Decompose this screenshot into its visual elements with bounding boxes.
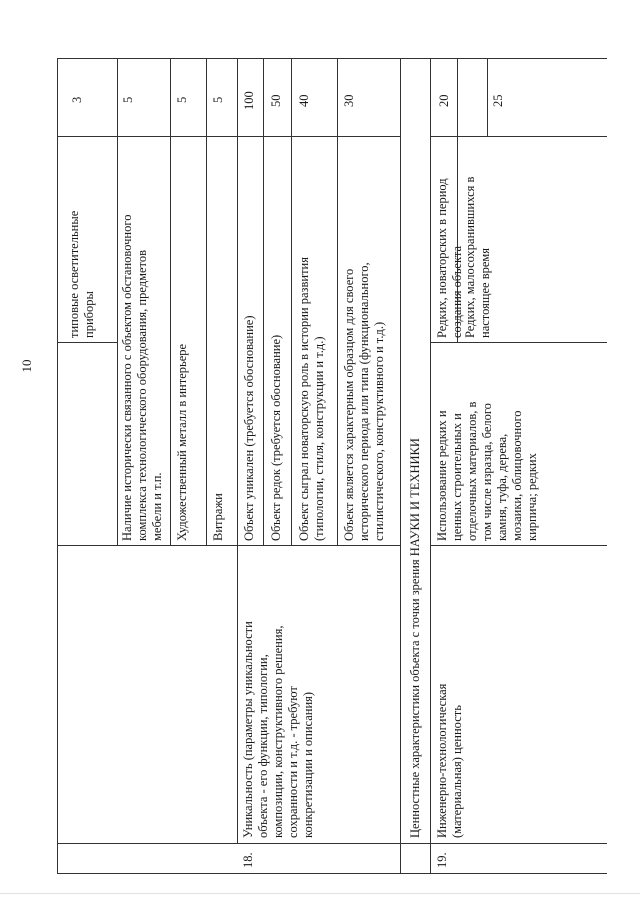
row18-item-score: 30 (342, 94, 356, 107)
row-line-4 (237, 59, 238, 844)
row18-item-text: Объект редок (требуется обоснование) (269, 334, 283, 541)
row19-item-score: 25 (491, 94, 505, 107)
row18-item-text: Объект уникален (требуется обоснование) (242, 315, 256, 541)
row19-name: Инженерно-технологическая (материальная) ценность (435, 683, 464, 838)
row-line-top (57, 59, 58, 874)
section-heading: Ценностные характеристики объекта с точки зрения НАУКИ И ТЕХНИКИ (408, 438, 422, 838)
stained-glass-score: 5 (211, 96, 225, 103)
row-line-9 (430, 59, 431, 874)
row19-item-score: 20 (437, 94, 451, 107)
row18-name: Уникальность (параметры уникальности объекта - его функции, типологии, композиции, конструктивного решения, сохранности и т.д. - требуют конкретизации и описания) (241, 621, 315, 838)
row-line-8 (400, 59, 401, 874)
row-line-1 (117, 59, 118, 546)
row19-number: 19. (435, 852, 449, 868)
scan-edge-line (0, 893, 640, 894)
row-line-3 (206, 59, 207, 546)
lighting-cell: типовые осветительные приборы (67, 210, 96, 338)
furniture-cell: Наличие исторически связанного с объектом обстановочного комплекса технологического оборудования, предметов мебели и т.п. (120, 214, 164, 541)
col-divider-score (57, 136, 400, 137)
row18-number: 18. (241, 852, 255, 868)
row-line-2 (170, 59, 171, 546)
row19-item-text: Редких, малосохранившихся в настоящее время (463, 176, 492, 338)
row19-subcategory: Использование редких и ценных строительных и отделочных материалов, в том числе изразца, белого камня, туфа, дерева, мозаики, облицовочного кирпича; редких (435, 401, 539, 541)
table-right-border (57, 58, 607, 59)
row18-item-score: 50 (269, 94, 283, 107)
page-number: 10 (19, 359, 34, 373)
row18-item-score: 100 (242, 91, 256, 110)
col-divider-num (57, 843, 607, 844)
metal-score: 5 (175, 96, 189, 103)
table-left-border (57, 873, 607, 874)
row-line-6 (291, 59, 292, 546)
row18-item-score: 40 (297, 94, 311, 107)
rotated-table (57, 54, 617, 874)
row18-item-text: Объект является характерным образцом для своего исторического периода или типа (функционального, стилистического, конструктивного и т.д.) (342, 262, 386, 541)
col-divider-name (57, 545, 400, 546)
stained-glass-cell: Витражи (211, 493, 225, 541)
row19-item-text: Редких, новаторских в период создания объекта (435, 178, 464, 338)
row18-item-text: Объект сыграл новаторскую роль в истории развития (типологии, стиля, конструкции и т.д.) (297, 257, 326, 541)
furniture-score: 5 (121, 96, 135, 103)
row-line-7 (337, 59, 338, 546)
row-line-5 (263, 59, 264, 546)
col-divider-sub-top (57, 342, 117, 343)
metal-cell: Художественный металл в интерьере (175, 343, 189, 541)
lighting-score: 3 (70, 96, 84, 103)
row-line-10 (487, 59, 488, 137)
col-divider-name-19 (430, 545, 607, 546)
